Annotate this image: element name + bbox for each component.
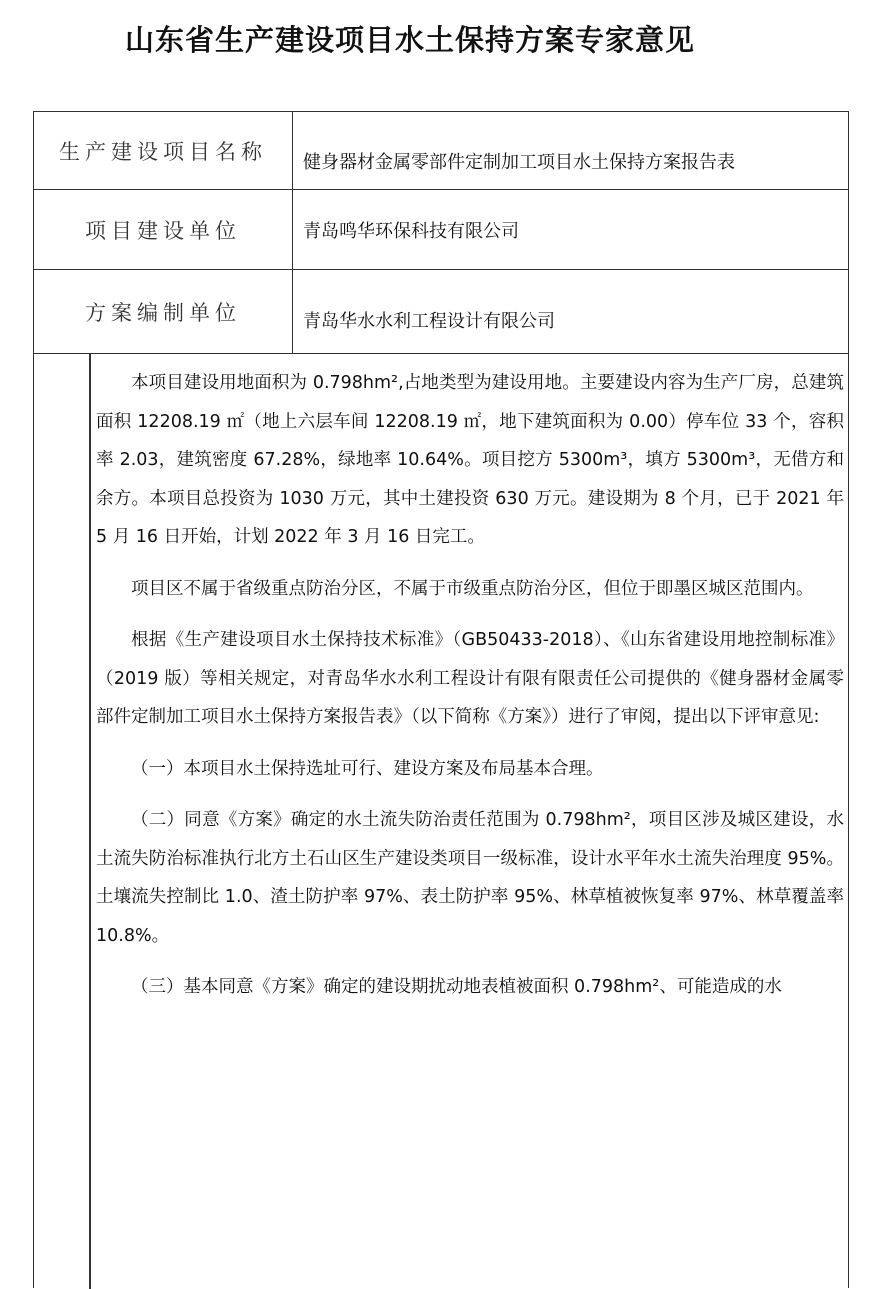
opinion-column-divider — [89, 354, 91, 1289]
opinion-body — [96, 364, 844, 1020]
opinion-paragraph-overview: 本项目建设用地面积为 0.798hm²,占地类型为建设用地。主要建设内容为生产厂房，总建筑面积 12208.19 ㎡（地上六层车间 12208.19 ㎡，地下建筑面积为 0.00）停车位 33 个，容积率 2.03，建筑密度 67.28%，绿地率 10.64%。项目挖方 5300m³，填方 5300m³，无借方和余方。本项目总投资为 1030 万元，其中土建投资 630 万元。建设期为 8 个月，已于 2021 年 5 月 16 日开始，计划 2022 年 3 月 16 日完工。 — [96, 373, 844, 547]
opinion-item-3: （三）基本同意《方案》确定的建设期扰动地表植被面积 0.798hm²、可能造成的水 — [131, 977, 782, 997]
project-name-value: 健身器材金属零部件定制加工项目水土保持方案报告表 — [303, 151, 735, 173]
compiling-unit-label: 方案编制单位 — [34, 270, 293, 353]
opinion-paragraph-zoning: 项目区不属于省级重点防治分区，不属于市级重点防治分区，但位于即墨区城区范围内。 — [131, 578, 814, 599]
opinion-item-1: （一）本项目水土保持选址可行、建设方案及布局基本合理。 — [131, 758, 604, 779]
compiling-unit-value: 青岛华水水利工程设计有限公司 — [303, 310, 555, 332]
table-row-compiling-unit — [34, 270, 848, 354]
opinion-paragraph-basis: 根据《生产建设项目水土保持技术标准》（GB50433-2018）、《山东省建设用地控制标准》（2019 版）等相关规定，对青岛华水水利工程设计有限有限责任公司提供的《健身器材金属零部件定制加工项目水土保持方案报告表》（以下简称《方案》）进行了审阅，提出以下评审意见: — [96, 630, 844, 727]
construction-unit-label: 项目建设单位 — [34, 190, 293, 269]
project-name-label: 生产建设项目名称 — [34, 112, 293, 189]
expert-opinion-form — [33, 111, 849, 1288]
table-row-construction-unit — [34, 190, 848, 270]
table-row-project-name — [34, 112, 848, 190]
opinion-item-2: （二）同意《方案》确定的水土流失防治责任范围为 0.798hm²，项目区涉及城区建设，水土流失防治标准执行北方土石山区生产建设类项目一级标准，设计水平年水土流失治理度 95%。土壤流失控制比 1.0、渣土防护率 97%、表土防护率 95%、林草植被恢复率 97%、林草覆盖率 10.8%。 — [96, 810, 844, 946]
construction-unit-value: 青岛鸣华环保科技有限公司 — [303, 220, 519, 242]
document-title: 山东省生产建设项目水土保持方案专家意见 — [124, 23, 695, 57]
